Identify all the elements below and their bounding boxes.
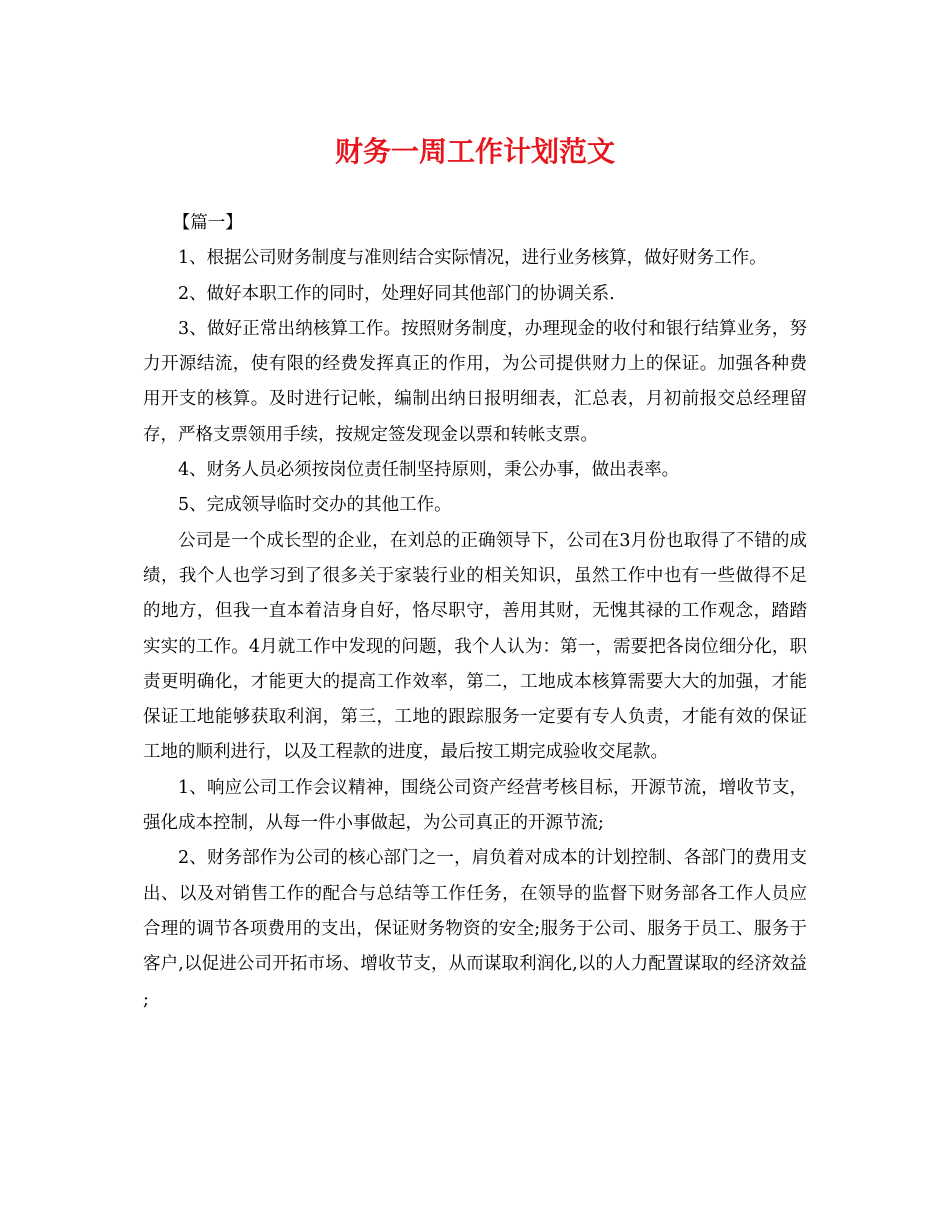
document-body — [143, 206, 807, 1018]
paragraph-item-5: 5、完成领导临时交办的其他工作。 — [178, 495, 452, 516]
paragraph-company-growth: 公司是一个成长型的企业，在刘总的正确领导下，公司在3月份也取得了不错的成绩，我个人也学习到了很多关于家装行业的相关知识，虽然工作中也有一些做得不足的地方，但我一直本着洁身自好，恪尽职守，善用其财，无愧其禄的工作观念，踏踏实实的工作。4月就工作中发现的问题，我个人认为：第一，需要把各岗位细分化，职责更明确化，才能更大的提高工作效率，第二，工地成本核算需要大大的加强，才能保证工地能够获取利润，第三，工地的跟踪服务一定要有专人负责，才能有效的保证工地的顺利进行，以及工程款的进度，最后按工期完成验收交尾款。 — [143, 530, 807, 763]
paragraph-item-2: 2、做好本职工作的同时，处理好同其他部门的协调关系. — [178, 283, 615, 304]
paragraph-item-4: 4、财务人员必须按岗位责任制坚持原则，秉公办事，做出表率。 — [178, 460, 680, 481]
paragraph-plan-item-2: 2、财务部作为公司的核心部门之一，肩负着对成本的计划控制、各部门的费用支出、以及对销售工作的配合与总结等工作任务，在领导的监督下财务部各工作人员应合理的调节各项费用的支出，保证财务物资的安全;服务于公司、服务于员工、服务于客户,以促进公司开拓市场、增收节支，从而谋取利润化,以的人力配置谋取的经济效益; — [143, 848, 807, 1010]
section-label: 【篇一】 — [172, 213, 243, 233]
document-title: 财务一周工作计划范文 — [334, 135, 615, 168]
paragraph-item-3: 3、做好正常出纳核算工作。按照财务制度，办理现金的收付和银行结算业务，努力开源结流，使有限的经费发挥真正的作用，为公司提供财力上的保证。加强各种费用开支的核算。及时进行记帐，编制出纳日报明细表，汇总表，月初前报交总经理留存，严格支票领用手续，按规定签发现金以票和转帐支票。 — [143, 318, 807, 445]
paragraph-plan-item-1: 1、响应公司工作会议精神，围绕公司资产经营考核目标，开源节流，增收节支，强化成本控制，从每一件小事做起，为公司真正的开源节流; — [143, 777, 807, 834]
paragraph-item-1: 1、根据公司财务制度与准则结合实际情况，进行业务核算，做好财务工作。 — [178, 248, 767, 269]
